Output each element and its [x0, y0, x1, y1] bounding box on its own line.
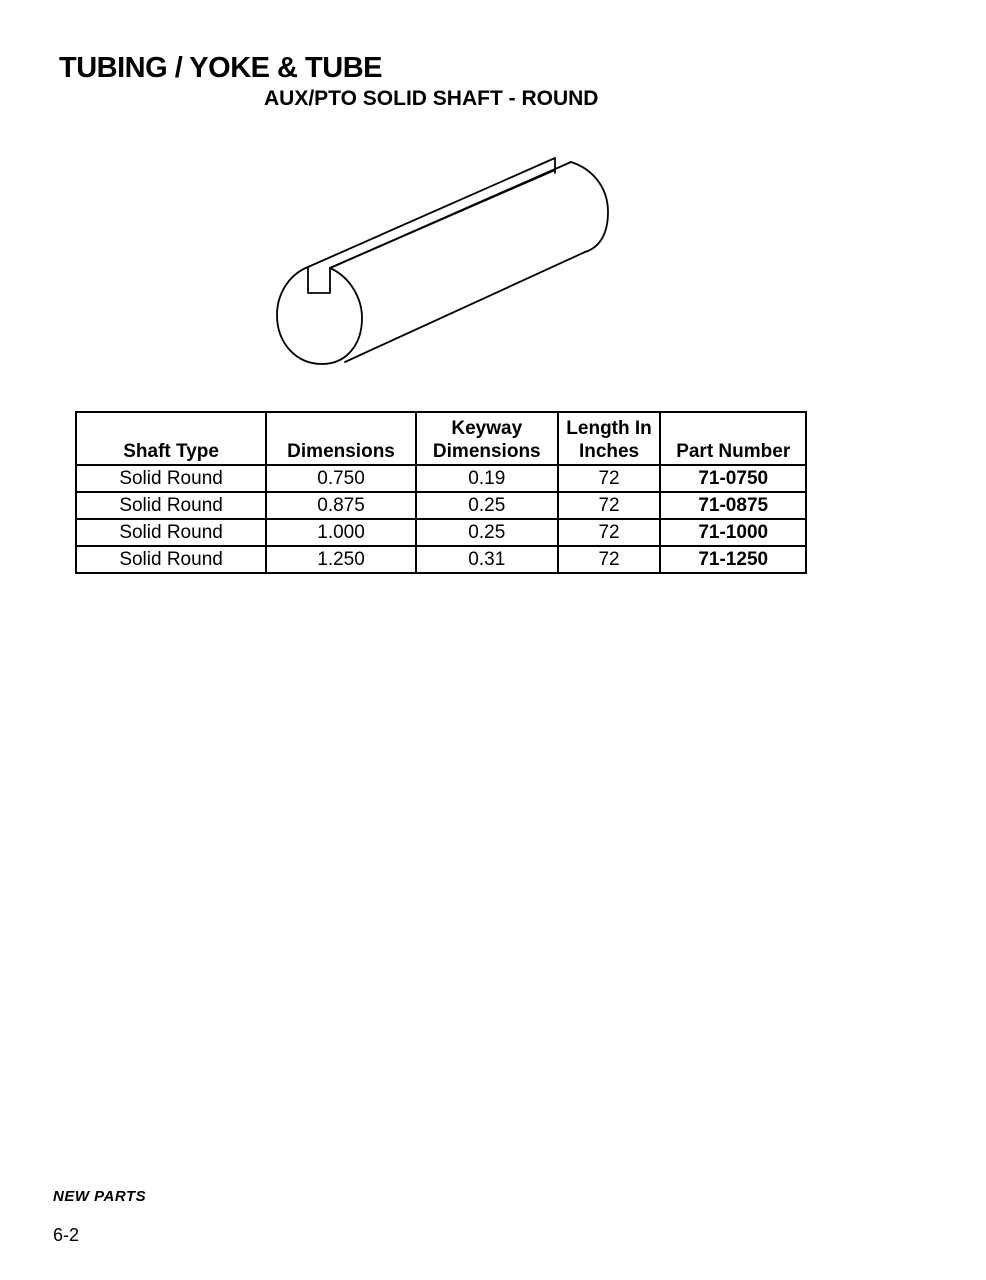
cell-dimensions: 0.875	[266, 492, 416, 519]
cell-keyway: 0.19	[416, 465, 558, 492]
footer-label: NEW PARTS	[53, 1188, 147, 1205]
cell-dimensions: 1.250	[266, 546, 416, 573]
keyed-round-shaft-icon	[270, 150, 615, 370]
header-shaft-type: Shaft Type	[76, 412, 266, 465]
page-subtitle: AUX/PTO SOLID SHAFT - ROUND	[264, 87, 599, 110]
cell-part-number: 71-0875	[660, 492, 806, 519]
cell-shaft-type: Solid Round	[76, 519, 266, 546]
page-title: TUBING / YOKE & TUBE	[59, 52, 382, 84]
cell-part-number: 71-0750	[660, 465, 806, 492]
cell-part-number: 71-1000	[660, 519, 806, 546]
cell-length: 72	[558, 519, 661, 546]
cell-length: 72	[558, 492, 661, 519]
header-length: Length In Inches	[558, 412, 661, 465]
header-part-number: Part Number	[660, 412, 806, 465]
cell-keyway: 0.25	[416, 492, 558, 519]
table-row	[76, 519, 806, 546]
parts-table	[75, 411, 807, 574]
table-row	[76, 546, 806, 573]
cell-keyway: 0.31	[416, 546, 558, 573]
cell-dimensions: 1.000	[266, 519, 416, 546]
cell-dimensions: 0.750	[266, 465, 416, 492]
table-header-row	[76, 412, 806, 465]
cell-keyway: 0.25	[416, 519, 558, 546]
cell-length: 72	[558, 465, 661, 492]
header-keyway-dimensions: Keyway Dimensions	[416, 412, 558, 465]
cell-shaft-type: Solid Round	[76, 492, 266, 519]
cell-part-number: 71-1250	[660, 546, 806, 573]
table-row	[76, 492, 806, 519]
cell-shaft-type: Solid Round	[76, 465, 266, 492]
table-row	[76, 465, 806, 492]
header-dimensions: Dimensions	[266, 412, 416, 465]
page-number: 6-2	[53, 1225, 80, 1245]
cell-shaft-type: Solid Round	[76, 546, 266, 573]
cell-length: 72	[558, 546, 661, 573]
